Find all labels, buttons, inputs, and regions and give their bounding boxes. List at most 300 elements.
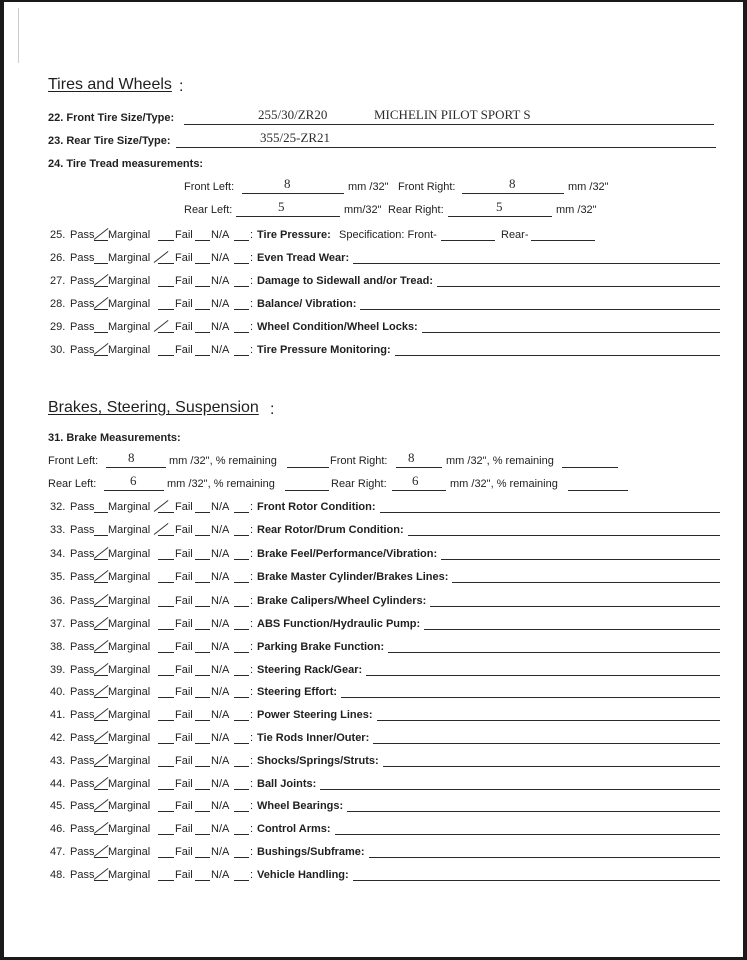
item-colon: :	[250, 321, 254, 333]
item-notes-line[interactable]	[341, 697, 720, 698]
na-checkbox-blank[interactable]	[234, 880, 249, 881]
pass-checkbox-blank[interactable]	[94, 263, 108, 264]
check-mark-icon	[94, 845, 109, 857]
fail-label: Fail	[175, 846, 193, 858]
pass-label: Pass	[70, 571, 95, 583]
item-notes-line[interactable]	[373, 743, 720, 744]
fail-label: Fail	[175, 823, 193, 835]
fail-checkbox-blank[interactable]	[195, 240, 210, 241]
na-checkbox-blank[interactable]	[234, 811, 249, 812]
pass-checkbox-blank[interactable]	[94, 857, 108, 858]
item-notes-line[interactable]	[437, 286, 720, 287]
marginal-label: Marginal	[108, 686, 151, 698]
item-colon: :	[250, 755, 254, 767]
marginal-label: Marginal	[108, 344, 151, 356]
fail-checkbox-blank[interactable]	[195, 559, 210, 560]
fail-label: Fail	[175, 321, 193, 333]
marginal-checkbox-blank[interactable]	[158, 512, 174, 513]
item-colon: :	[250, 869, 254, 881]
marginal-checkbox-blank[interactable]	[158, 834, 174, 835]
item-notes-line[interactable]	[452, 582, 720, 583]
pass-label: Pass	[70, 800, 95, 812]
na-checkbox-blank[interactable]	[234, 743, 249, 744]
item-label: Brake Master Cylinder/Brakes Lines:	[257, 571, 449, 583]
tread-front-left-unit: mm /32"	[348, 181, 389, 193]
na-checkbox-blank[interactable]	[234, 629, 249, 630]
pass-checkbox-blank[interactable]	[94, 606, 108, 607]
na-label: N/A	[211, 709, 230, 721]
na-checkbox-blank[interactable]	[234, 286, 249, 287]
item-colon: :	[250, 275, 254, 287]
pass-checkbox-blank[interactable]	[94, 559, 108, 560]
item-label: Tire Pressure:	[257, 229, 331, 241]
pass-checkbox-blank[interactable]	[94, 309, 108, 310]
marginal-checkbox-blank[interactable]	[158, 789, 174, 790]
checklist-row	[50, 641, 720, 655]
item-label: Rear Rotor/Drum Condition:	[257, 524, 404, 536]
pass-label: Pass	[70, 548, 95, 560]
item-colon: :	[250, 229, 254, 241]
brake-rear-left-value[interactable]: 6	[130, 473, 137, 488]
fail-label: Fail	[175, 755, 193, 767]
item-number: 26.	[50, 252, 66, 264]
fail-label: Fail	[175, 524, 193, 536]
na-checkbox-blank[interactable]	[234, 675, 249, 676]
tire-pressure-rear-line[interactable]	[531, 240, 595, 241]
item-colon: :	[250, 800, 254, 812]
check-mark-icon	[94, 594, 109, 606]
fail-label: Fail	[175, 664, 193, 676]
item-colon: :	[250, 823, 254, 835]
na-label: N/A	[211, 778, 230, 790]
pass-label: Pass	[70, 709, 95, 721]
front-tire-label: 22. Front Tire Size/Type:	[48, 112, 175, 124]
item-notes-line[interactable]	[369, 857, 720, 858]
item-number: 47.	[50, 846, 66, 858]
checklist-row	[50, 252, 720, 266]
na-checkbox-blank[interactable]	[234, 857, 249, 858]
item-colon: :	[250, 732, 254, 744]
item-label: Wheel Condition/Wheel Locks:	[257, 321, 418, 333]
fail-label: Fail	[175, 344, 193, 356]
pass-checkbox-blank[interactable]	[94, 766, 108, 767]
fail-label: Fail	[175, 571, 193, 583]
na-checkbox-blank[interactable]	[234, 834, 249, 835]
pass-checkbox-blank[interactable]	[94, 789, 108, 790]
check-mark-icon	[94, 868, 109, 880]
fail-checkbox-blank[interactable]	[195, 880, 210, 881]
rear-tire-label: 23. Rear Tire Size/Type:	[48, 135, 171, 147]
brake-rear-left-pct-line	[285, 490, 329, 491]
pass-label: Pass	[70, 344, 95, 356]
tires-title-text: Tires and Wheels	[48, 76, 172, 93]
fail-label: Fail	[175, 275, 193, 287]
item-colon: :	[250, 595, 254, 607]
tread-rear-left-label: Rear Left:	[184, 204, 233, 216]
na-label: N/A	[211, 732, 230, 744]
pass-checkbox-blank[interactable]	[94, 880, 108, 881]
tread-front-left-value[interactable]: 8	[284, 176, 291, 191]
inspection-form-page	[4, 2, 743, 957]
pass-label: Pass	[70, 252, 95, 264]
checklist-row	[50, 548, 720, 562]
marginal-checkbox-blank[interactable]	[158, 606, 174, 607]
tread-rear-right-value[interactable]: 5	[496, 199, 503, 214]
item-notes-line[interactable]	[430, 606, 720, 607]
na-checkbox-blank[interactable]	[234, 766, 249, 767]
item-number: 46.	[50, 823, 66, 835]
na-checkbox-blank[interactable]	[234, 789, 249, 790]
checklist-row	[50, 321, 720, 335]
item-label: Wheel Bearings:	[257, 800, 344, 812]
item-notes-line[interactable]	[380, 512, 720, 513]
marginal-label: Marginal	[108, 664, 151, 676]
check-mark-icon	[94, 570, 109, 582]
item-label: Parking Brake Function:	[257, 641, 385, 653]
item-number: 39.	[50, 664, 66, 676]
item-colon: :	[250, 664, 254, 676]
marginal-checkbox-blank[interactable]	[158, 880, 174, 881]
marginal-checkbox-blank[interactable]	[158, 582, 174, 583]
na-checkbox-blank[interactable]	[234, 652, 249, 653]
brake-rear-right-unit: mm /32", % remaining	[450, 478, 558, 490]
marginal-checkbox-blank[interactable]	[158, 720, 174, 721]
na-checkbox-blank[interactable]	[234, 720, 249, 721]
fail-checkbox-blank[interactable]	[195, 766, 210, 767]
tire-pressure-rear-label: Rear-	[501, 229, 529, 241]
fail-checkbox-blank[interactable]	[195, 743, 210, 744]
marginal-label: Marginal	[108, 229, 151, 241]
item-notes-line[interactable]	[424, 629, 720, 630]
na-checkbox-blank[interactable]	[234, 332, 249, 333]
pass-label: Pass	[70, 298, 95, 310]
na-checkbox-blank[interactable]	[234, 582, 249, 583]
item-colon: :	[250, 524, 254, 536]
na-label: N/A	[211, 344, 230, 356]
checklist-row	[50, 732, 720, 746]
item-number: 41.	[50, 709, 66, 721]
marginal-checkbox-blank[interactable]	[158, 355, 174, 356]
checklist-row	[50, 344, 720, 358]
marginal-checkbox-blank[interactable]	[158, 240, 174, 241]
pass-checkbox-blank[interactable]	[94, 675, 108, 676]
brake-rear-right-line	[392, 490, 446, 491]
pass-checkbox-blank[interactable]	[94, 512, 108, 513]
page-edge-mark	[18, 8, 19, 63]
checklist-row	[50, 778, 720, 792]
na-label: N/A	[211, 641, 230, 653]
na-checkbox-blank[interactable]	[234, 355, 249, 356]
brake-front-right-value[interactable]: 8	[408, 450, 415, 465]
item-notes-line[interactable]	[347, 811, 720, 812]
na-label: N/A	[211, 846, 230, 858]
brake-front-left-pct-line	[287, 467, 329, 468]
brake-front-right-line	[396, 467, 442, 468]
checklist-row	[50, 275, 720, 289]
fail-checkbox-blank[interactable]	[195, 629, 210, 630]
fail-checkbox-blank[interactable]	[195, 606, 210, 607]
checklist-row	[50, 595, 720, 609]
pass-checkbox-blank[interactable]	[94, 743, 108, 744]
item-number: 30.	[50, 344, 66, 356]
item-number: 45.	[50, 800, 66, 812]
marginal-label: Marginal	[108, 275, 151, 287]
na-checkbox-blank[interactable]	[234, 309, 249, 310]
brake-front-right-pct-line	[562, 467, 618, 468]
fail-label: Fail	[175, 595, 193, 607]
na-label: N/A	[211, 664, 230, 676]
item-label: Brake Feel/Performance/Vibration:	[257, 548, 438, 560]
item-number: 29.	[50, 321, 66, 333]
item-label: ABS Function/Hydraulic Pump:	[257, 618, 421, 630]
fail-label: Fail	[175, 778, 193, 790]
marginal-checkbox-blank[interactable]	[158, 811, 174, 812]
tread-label: 24. Tire Tread measurements:	[48, 158, 204, 170]
marginal-label: Marginal	[108, 298, 151, 310]
na-checkbox-blank[interactable]	[234, 512, 249, 513]
tire-pressure-front-line[interactable]	[441, 240, 495, 241]
checklist-row	[50, 664, 720, 678]
item-label: Tie Rods Inner/Outer:	[257, 732, 370, 744]
item-number: 43.	[50, 755, 66, 767]
brake-front-right-label: Front Right:	[330, 455, 388, 467]
fail-label: Fail	[175, 252, 193, 264]
tread-front-left-label: Front Left:	[184, 181, 235, 193]
na-checkbox-blank[interactable]	[234, 263, 249, 264]
tread-front-right-label: Front Right:	[398, 181, 456, 193]
na-label: N/A	[211, 501, 230, 513]
brake-measure-label: 31. Brake Measurements:	[48, 432, 181, 444]
na-checkbox-blank[interactable]	[234, 535, 249, 536]
marginal-checkbox-blank[interactable]	[158, 857, 174, 858]
tread-front-right-value[interactable]: 8	[509, 176, 516, 191]
item-colon: :	[250, 298, 254, 310]
marginal-label: Marginal	[108, 709, 151, 721]
front-tire-size[interactable]: 255/30/ZR20	[258, 107, 328, 122]
checklist-row	[50, 709, 720, 723]
pass-checkbox-blank[interactable]	[94, 652, 108, 653]
marginal-checkbox-blank[interactable]	[158, 675, 174, 676]
item-notes-line[interactable]	[360, 309, 720, 310]
marginal-label: Marginal	[108, 321, 151, 333]
brakes-title-text: Brakes, Steering, Suspension	[48, 399, 259, 416]
fail-checkbox-blank[interactable]	[195, 675, 210, 676]
pass-checkbox-blank[interactable]	[94, 240, 108, 241]
brake-rear-left-label: Rear Left:	[48, 478, 97, 490]
brake-front-left-line	[106, 467, 166, 468]
fail-checkbox-blank[interactable]	[195, 263, 210, 264]
fail-label: Fail	[175, 229, 193, 241]
brake-rear-left-line	[104, 490, 164, 491]
fail-checkbox-blank[interactable]	[195, 309, 210, 310]
marginal-checkbox-blank[interactable]	[158, 559, 174, 560]
pass-checkbox-blank[interactable]	[94, 535, 108, 536]
marginal-label: Marginal	[108, 548, 151, 560]
brake-rear-right-value[interactable]: 6	[412, 473, 419, 488]
na-checkbox-blank[interactable]	[234, 240, 249, 241]
na-label: N/A	[211, 229, 230, 241]
check-mark-icon	[94, 731, 109, 743]
item-colon: :	[250, 641, 254, 653]
item-number: 32.	[50, 501, 66, 513]
item-label: Ball Joints:	[257, 778, 317, 790]
checklist-row	[50, 571, 720, 585]
tire-pressure-spec-label: Specification: Front-	[339, 229, 437, 241]
marginal-checkbox-blank[interactable]	[158, 263, 174, 264]
item-number: 48.	[50, 869, 66, 881]
pass-checkbox-blank[interactable]	[94, 834, 108, 835]
item-notes-line[interactable]	[422, 332, 720, 333]
item-number: 36.	[50, 595, 66, 607]
item-notes-line[interactable]	[441, 559, 720, 560]
pass-label: Pass	[70, 869, 95, 881]
marginal-checkbox-blank[interactable]	[158, 652, 174, 653]
pass-label: Pass	[70, 501, 95, 513]
marginal-label: Marginal	[108, 755, 151, 767]
fail-checkbox-blank[interactable]	[195, 535, 210, 536]
na-label: N/A	[211, 595, 230, 607]
check-mark-icon	[94, 547, 109, 559]
item-colon: :	[250, 778, 254, 790]
item-label: Tire Pressure Monitoring:	[257, 344, 391, 356]
checklist-row	[50, 618, 720, 632]
fail-label: Fail	[175, 686, 193, 698]
pass-checkbox-blank[interactable]	[94, 582, 108, 583]
na-label: N/A	[211, 618, 230, 630]
marginal-checkbox-blank[interactable]	[158, 766, 174, 767]
tread-rear-left-value[interactable]: 5	[278, 199, 285, 214]
tread-rear-right-label: Rear Right:	[388, 204, 444, 216]
item-notes-line[interactable]	[335, 834, 720, 835]
marginal-checkbox-blank[interactable]	[158, 743, 174, 744]
item-notes-line[interactable]	[408, 535, 720, 536]
fail-checkbox-blank[interactable]	[195, 582, 210, 583]
na-label: N/A	[211, 321, 230, 333]
item-number: 38.	[50, 641, 66, 653]
item-notes-line[interactable]	[366, 675, 720, 676]
pass-checkbox-blank[interactable]	[94, 332, 108, 333]
na-label: N/A	[211, 823, 230, 835]
fail-checkbox-blank[interactable]	[195, 811, 210, 812]
fail-checkbox-blank[interactable]	[195, 512, 210, 513]
na-checkbox-blank[interactable]	[234, 697, 249, 698]
item-notes-line[interactable]	[383, 766, 720, 767]
pass-label: Pass	[70, 595, 95, 607]
fail-checkbox-blank[interactable]	[195, 652, 210, 653]
item-colon: :	[250, 344, 254, 356]
fail-checkbox-blank[interactable]	[195, 857, 210, 858]
marginal-label: Marginal	[108, 524, 151, 536]
item-notes-line[interactable]	[353, 880, 720, 881]
tread-rear-left-line	[236, 216, 340, 217]
marginal-label: Marginal	[108, 778, 151, 790]
pass-label: Pass	[70, 846, 95, 858]
item-notes-line[interactable]	[320, 789, 720, 790]
item-number: 33.	[50, 524, 66, 536]
checklist-row	[50, 755, 720, 769]
fail-checkbox-blank[interactable]	[195, 720, 210, 721]
marginal-checkbox-blank[interactable]	[158, 535, 174, 536]
na-checkbox-blank[interactable]	[234, 559, 249, 560]
item-notes-line[interactable]	[395, 355, 720, 356]
check-mark-icon	[94, 297, 109, 309]
checklist-row	[50, 846, 720, 860]
checklist-row	[50, 686, 720, 700]
rear-tire-line	[176, 147, 716, 148]
check-mark-icon	[94, 343, 109, 355]
pass-checkbox-blank[interactable]	[94, 697, 108, 698]
item-label: Bushings/Subframe:	[257, 846, 365, 858]
item-label: Shocks/Springs/Struts:	[257, 755, 379, 767]
marginal-label: Marginal	[108, 732, 151, 744]
front-tire-type[interactable]: MICHELIN PILOT SPORT S	[374, 107, 531, 122]
section-title-brakes	[48, 399, 259, 417]
item-label: Brake Calipers/Wheel Cylinders:	[257, 595, 427, 607]
marginal-label: Marginal	[108, 846, 151, 858]
marginal-label: Marginal	[108, 800, 151, 812]
pass-checkbox-blank[interactable]	[94, 720, 108, 721]
fail-checkbox-blank[interactable]	[195, 286, 210, 287]
brake-rear-right-label: Rear Right:	[331, 478, 387, 490]
fail-checkbox-blank[interactable]	[195, 355, 210, 356]
fail-label: Fail	[175, 618, 193, 630]
section-title-tires	[48, 76, 172, 94]
fail-checkbox-blank[interactable]	[195, 697, 210, 698]
item-notes-line[interactable]	[377, 720, 720, 721]
item-number: 40.	[50, 686, 66, 698]
fail-checkbox-blank[interactable]	[195, 789, 210, 790]
check-mark-icon	[94, 685, 109, 697]
na-label: N/A	[211, 298, 230, 310]
check-mark-icon	[154, 320, 169, 332]
check-mark-icon	[94, 274, 109, 286]
fail-checkbox-blank[interactable]	[195, 834, 210, 835]
marginal-checkbox-blank[interactable]	[158, 332, 174, 333]
check-mark-icon	[154, 523, 169, 535]
marginal-label: Marginal	[108, 595, 151, 607]
pass-checkbox-blank[interactable]	[94, 286, 108, 287]
item-label: Steering Rack/Gear:	[257, 664, 363, 676]
na-checkbox-blank[interactable]	[234, 606, 249, 607]
pass-checkbox-blank[interactable]	[94, 629, 108, 630]
pass-label: Pass	[70, 664, 95, 676]
rear-tire-size[interactable]: 355/25-ZR21	[260, 130, 331, 145]
fail-checkbox-blank[interactable]	[195, 332, 210, 333]
na-label: N/A	[211, 571, 230, 583]
pass-checkbox-blank[interactable]	[94, 811, 108, 812]
marginal-checkbox-blank[interactable]	[158, 697, 174, 698]
na-label: N/A	[211, 548, 230, 560]
marginal-checkbox-blank[interactable]	[158, 309, 174, 310]
checklist-row	[50, 298, 720, 312]
marginal-checkbox-blank[interactable]	[158, 629, 174, 630]
checklist-row	[50, 823, 720, 837]
item-label: Power Steering Lines:	[257, 709, 373, 721]
tread-rear-right-line	[448, 216, 552, 217]
check-mark-icon	[94, 617, 109, 629]
check-mark-icon	[94, 708, 109, 720]
item-notes-line[interactable]	[353, 263, 720, 264]
pass-checkbox-blank[interactable]	[94, 355, 108, 356]
item-notes-line[interactable]	[388, 652, 720, 653]
na-label: N/A	[211, 755, 230, 767]
brake-front-left-value[interactable]: 8	[128, 450, 135, 465]
marginal-checkbox-blank[interactable]	[158, 286, 174, 287]
brake-front-left-label: Front Left:	[48, 455, 99, 467]
check-mark-icon	[94, 754, 109, 766]
check-mark-icon	[94, 822, 109, 834]
pass-label: Pass	[70, 732, 95, 744]
